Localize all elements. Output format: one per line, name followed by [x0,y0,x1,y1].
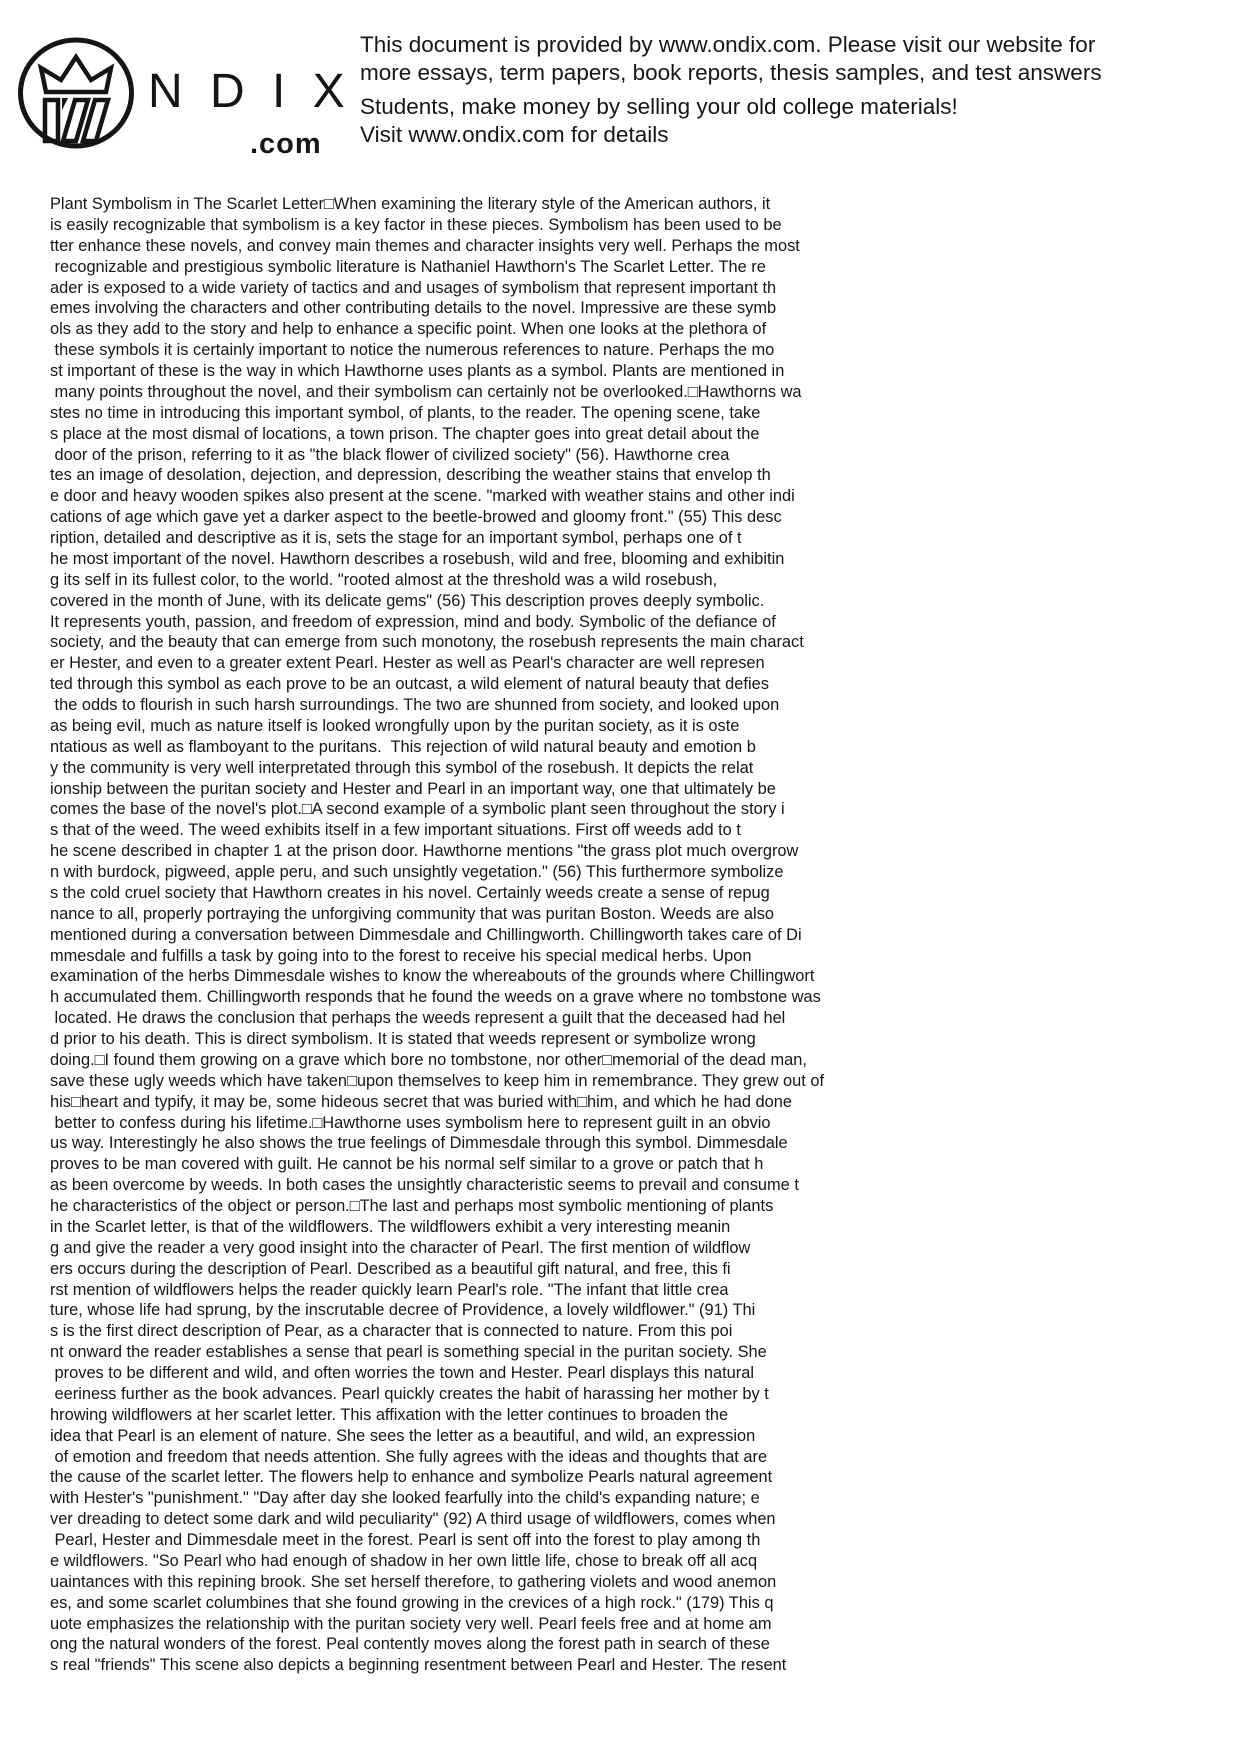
document-line: e door and heavy wooden spikes also present at the scene. "marked with weather stains and other indi [50,487,795,506]
document-line: door of the prison, referring to it as "the black flower of civilized society" (56). Hawthorne crea [50,445,730,464]
document-line: comes the base of the novel's plot.□A second example of a symbolic plant seen throughout the story i [50,800,785,819]
document-line: mentioned during a conversation between Dimmesdale and Chillingworth. Chillingworth takes care of Di [50,925,802,944]
document-line: ionship between the puritan society and Hester and Pearl in an important way, one that ultimately be [50,779,776,798]
document-line: uote emphasizes the relationship with the puritan society very well. Pearl feels free and at home am [50,1614,772,1633]
document-line: Pearl, Hester and Dimmesdale meet in the forest. Pearl is sent off into the forest to play among th [50,1531,761,1549]
document-line: with Hester's "punishment." "Day after day she looked fearfully into the child's expanding nature; e [50,1489,760,1508]
header-paragraph-2 [360,93,1102,148]
document-line: st important of these is the way in which Hawthorne uses plants as a symbol. Plants are mentioned in [50,362,785,380]
document-line: doing.□I found them growing on a grave which bore no tombstone, nor other□memorial of the dead man, [50,1050,807,1069]
document-line: It represents youth, passion, and freedom of expression, mind and body. Symbolic of the defiance of [50,612,776,631]
header-line: Visit www.ondix.com for details [360,121,669,147]
document-line: es, and some scarlet columbines that she found growing in the crevices of a high rock." (179) This q [50,1593,774,1612]
document-line: better to confess during his lifetime.□Hawthorne uses symbolism here to represent guilt in an obvio [50,1113,771,1132]
document-line: g and give the reader a very good insight into the character of Pearl. The first mention of wildflow [50,1238,751,1257]
document-line: examination of the herbs Dimmesdale wishes to know the whereabouts of the grounds where Chillingwort [50,967,815,986]
document-line: eeriness further as the book advances. Pearl quickly creates the habit of harassing her mother by t [50,1384,769,1403]
document-line: ers occurs during the description of Pearl. Described as a beautiful gift natural, and free, this fi [50,1259,731,1278]
document-line: his□heart and typify, it may be, some hideous secret that was buried with□him, and which he had done [50,1092,792,1111]
document-line: rst mention of wildflowers helps the reader quickly learn Pearl's role. "The infant that little crea [50,1280,729,1299]
document-line: of emotion and freedom that needs attention. She fully agrees with the ideas and thoughts that are [50,1447,768,1466]
document-line: tes an image of desolation, dejection, and depression, describing the weather stains that envelop th [50,466,771,485]
header-line: Students, make money by selling your old college materials! [360,94,958,119]
document-line: cations of age which gave yet a darker aspect to the beetle-browed and gloomy front." (55) This desc [50,508,782,527]
header-paragraph-1 [360,31,1102,86]
document-line: many points throughout the novel, and their symbolism can certainly not be overlooked.□Hawthorns wa [50,382,802,401]
document-line: Plant Symbolism in The Scarlet Letter□When examining the literary style of the American authors, it [50,195,771,213]
ondix-logo-icon [17,37,135,154]
document-line: g its self in its fullest color, to the world. "rooted almost at the threshold was a wild rosebush, [50,570,718,589]
document-line: covered in the month of June, with its delicate gems" (56) This description proves deeply symbolic. [50,591,765,610]
document-line: ong the natural wonders of the forest. Peal contently moves along the forest path in search of these [50,1635,770,1654]
document-line: ols as they add to the story and help to enhance a specific point. When one looks at the plethora of [50,320,767,339]
document-line: the odds to flourish in such harsh surroundings. The two are shunned from society, and looked upon [50,696,780,714]
document-line: emes involving the characters and other contributing details to the novel. Impressive are these symb [50,299,777,318]
crown-circle-icon [17,37,135,149]
document-line: s that of the weed. The weed exhibits itself in a few important situations. First off weeds add to t [50,821,741,840]
document-line: idea that Pearl is an element of nature. She sees the letter as a beautiful, and wild, an expression [50,1426,756,1445]
document-line: recognizable and prestigious symbolic literature is Nathaniel Hawthorn's The Scarlet Letter. The re [50,257,766,276]
document-line: s place at the most dismal of locations, a town prison. The chapter goes into great detail about the [50,424,760,443]
document-line: ted through this symbol as each prove to be an outcast, a wild element of natural beauty that defies [50,675,769,694]
document-line: s is the first direct description of Pear, as a character that is connected to nature. From this poi [50,1322,733,1341]
document-line: ver dreading to detect some dark and wild peculiarity" (92) A third usage of wildflowers, comes when [50,1510,776,1529]
document-line: uaintances with this repining brook. She set herself therefore, to gathering violets and wood anemon [50,1572,777,1591]
document-line: as been overcome by weeds. In both cases the unsightly characteristic seems to prevail and consume t [50,1176,799,1195]
header-promo [360,31,1102,148]
document-line: these symbols it is certainly important to notice the numerous references to nature. Perhaps the mo [50,341,775,360]
document-line: located. He draws the conclusion that perhaps the weeds represent a guilt that the deceased had hel [50,1009,786,1028]
document-line: e wildflowers. "So Pearl who had enough of shadow in her own little life, chose to break off all acq [50,1551,758,1570]
document-line: y the community is very well interpretated through this symbol of the rosebush. It depicts the relat [50,758,754,777]
document-line: s real "friends" This scene also depicts a beginning resentment between Pearl and Hester. The resent [50,1656,787,1675]
document-line: er Hester, and even to a greater extent Pearl. Hester as well as Pearl's character are well represen [50,654,765,673]
document-line: he most important of the novel. Hawthorn describes a rosebush, wild and free, blooming and exhibitin [50,549,785,568]
document-line: h accumulated them. Chillingworth responds that he found the weeds on a grave where no tombstone was [50,988,821,1007]
document-line: save these ugly weeds which have taken□upon themselves to keep him in remembrance. They grew out of [50,1071,825,1090]
logo-wordmark: N D I X [148,65,352,118]
document-line: d prior to his death. This is direct symbolism. It is stated that weeds represent or symbolize wrong [50,1030,756,1048]
document-line: as being evil, much as nature itself is looked wrongfully upon by the puritan society, as it is oste [50,716,740,735]
document-line: proves to be different and wild, and often worries the town and Hester. Pearl displays this natural [50,1364,754,1382]
document-line: mmesdale and fulfills a task by going into to the forest to receive his special medical herbs. Upon [50,946,752,965]
document-line: n with burdock, pigweed, apple peru, and such unsightly vegetation." (56) This furthermore symbolize [50,863,784,881]
document-line: he scene described in chapter 1 at the prison door. Hawthorne mentions "the grass plot much overgrow [50,842,799,861]
document-line: tter enhance these novels, and convey main themes and character insights very well. Perhaps the most [50,236,800,255]
document-line: the cause of the scarlet letter. The flowers help to enhance and symbolize Pearls natural agreement [50,1468,773,1487]
logo-com-suffix: .com [250,128,322,160]
document-line: is easily recognizable that symbolism is a key factor in these pieces. Symbolism has been used to be [50,215,782,234]
document-line: in the Scarlet letter, is that of the wildflowers. The wildflowers exhibit a very interesting meanin [50,1217,731,1236]
header-line: This document is provided by www.ondix.com. Please visit our website for [360,32,1096,57]
document-line: ntatious as well as flamboyant to the puritans. This rejection of wild natural beauty and emotion b [50,737,756,756]
document-line: proves to be man covered with guilt. He cannot be his normal self similar to a grove or patch that h [50,1155,764,1174]
document-line: s the cold cruel society that Hawthorn creates in his novel. Certainly weeds create a sense of repug [50,883,770,902]
document-line: nt onward the reader establishes a sense that pearl is something special in the puritan society. She [50,1343,767,1362]
document-line: ader is exposed to a wide variety of tactics and and usages of symbolism that represent important th [50,278,777,297]
document-line: nance to all, properly portraying the unforgiving community that was puritan Boston. Weeds are also [50,904,775,923]
document-line: ture, whose life had sprung, by the inscrutable decree of Providence, a lovely wildflower." (91) Thi [50,1301,756,1320]
document-line: hrowing wildflowers at her scarlet letter. This affixation with the letter continues to broaden the [50,1405,729,1424]
document-line: he characteristics of the object or person.□The last and perhaps most symbolic mentioning of plants [50,1197,774,1215]
document-line: stes no time in introducing this important symbol, of plants, to the reader. The opening scene, take [50,403,761,422]
header-line: more essays, term papers, book reports, thesis samples, and test answers [360,59,1102,85]
essay-body [50,194,824,1676]
document-line: us way. Interestingly he also shows the true feelings of Dimmesdale through this symbol. Dimmesdale [50,1134,788,1153]
document-line: ription, detailed and descriptive as it is, sets the stage for an important symbol, perhaps one of t [50,529,742,547]
document-line: society, and the beauty that can emerge from such monotony, the rosebush represents the main charact [50,633,804,652]
